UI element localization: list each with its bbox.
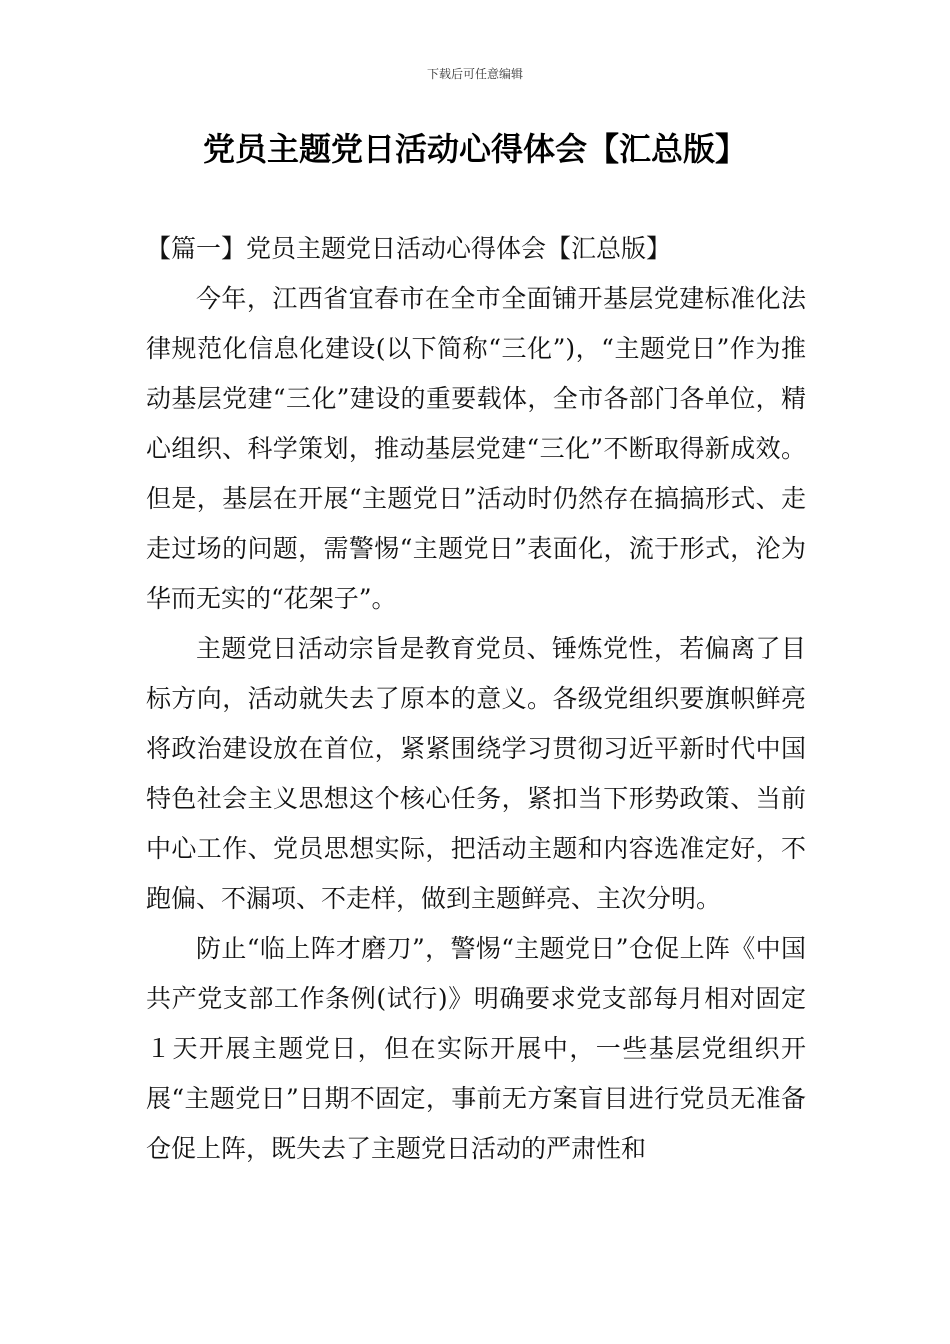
document-title: 党员主题党日活动心得体会【汇总版】	[202, 130, 747, 168]
body-paragraph: 主题党日活动宗旨是教育党员、锤炼党性，若偏离了目标方向，活动就失去了原本的意义。各级党组织要旗帜鲜亮将政治建设放在首位，紧紧围绕学习贯彻习近平新时代中国特色社会主义思想这个核心任务，紧扣当下形势政策、当前中心工作、党员思想实际，把活动主题和内容选准定好，不跑偏、不漏项、不走样，做到主题鲜亮、主次分明。	[146, 634, 806, 913]
body-paragraph: 今年，江西省宜春市在全市全面铺开基层党建标准化法律规范化信息化建设(以下简称“三化”)，“主题党日”作为推动基层党建“三化”建设的重要载体，全市各部门各单位，精心组织、科学策划，推动基层党建“三化”不断取得新成效。但是，基层在开展“主题党日”活动时仍然存在搞搞形式、走走过场的问题，需警惕“主题党日”表面化，流于形式，沦为华而无实的“花架子”。	[146, 284, 806, 613]
section-heading: 【篇一】党员主题党日活动心得体会【汇总版】	[146, 234, 672, 263]
document-body	[146, 224, 806, 1174]
body-paragraph: 防止“临上阵才磨刀”，警惕“主题党日”仓促上阵《中国共产党支部工作条例(试行)》明确要求党支部每月相对固定１天开展主题党日，但在实际开展中，一些基层党组织开展“主题党日”日期不固定，事前无方案盲目进行党员无准备仓促上阵，既失去了主题党日活动的严肃性和	[146, 934, 806, 1163]
header-note: 下载后可任意编辑	[426, 67, 523, 81]
